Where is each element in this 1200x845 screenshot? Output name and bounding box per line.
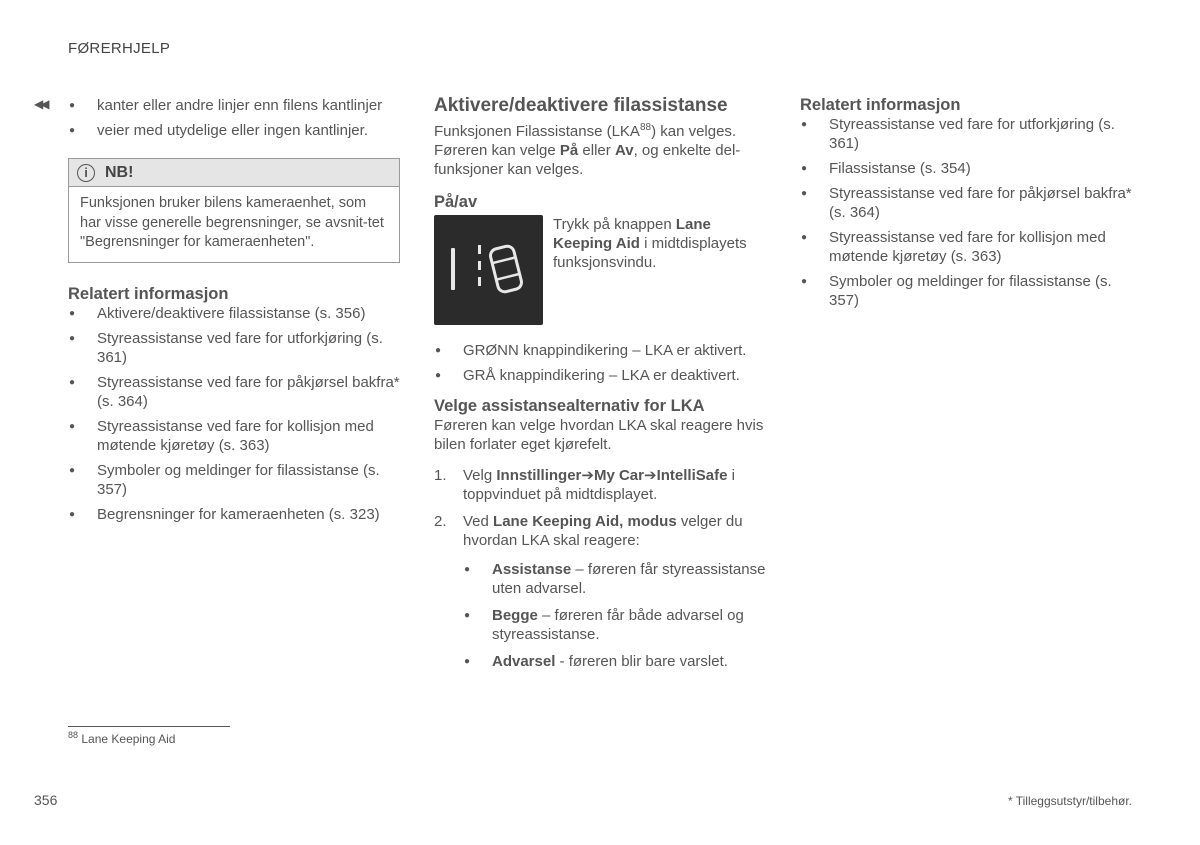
related-list: [68, 304, 400, 524]
option-off: Av: [614, 142, 634, 159]
related-heading: Relatert informasjon: [68, 284, 229, 303]
section-title: Aktivere/deaktivere filassistanse: [434, 95, 728, 116]
related-link[interactable]: ● Symboler og meldinger for filassistanse (s. 357): [68, 461, 400, 499]
intro-text: ) kan velges. Føreren kan velge: [434, 123, 737, 159]
list-item: ● veier med utydelige eller ingen kantlinjer.: [68, 121, 400, 140]
lane-keeping-aid-icon: [434, 215, 543, 325]
related-link[interactable]: ● Styreassistanse ved fare for utforkjøring (s. 361): [800, 115, 1140, 153]
mode-item: [463, 606, 766, 644]
related-link[interactable]: ● Filassistanse (s. 354): [800, 159, 1140, 178]
mode-name: Advarsel: [492, 653, 556, 670]
onoff-heading: På/av: [434, 193, 478, 211]
note-text: Funksjonen bruker bilens kameraenhet, som har visse generelle begrensninger, se avsnit-tet "Begrensninger for kameraenheten".: [80, 195, 384, 250]
note-header: [69, 159, 399, 187]
column-middle: [434, 96, 766, 679]
mode-item: [463, 560, 766, 598]
related-link[interactable]: ● Styreassistanse ved fare for påkjørsel bakfra* (s. 364): [68, 373, 400, 411]
press-text: Trykk på knappen: [553, 216, 676, 233]
mode-item: [463, 652, 766, 671]
state-list: [434, 341, 766, 385]
mode-list: [463, 560, 766, 671]
intro-text: Funksjonen Filassistanse (LKA: [434, 123, 640, 140]
step-text: velger du hvordan LKA skal reagere:: [463, 513, 743, 549]
intro-paragraph: [434, 122, 766, 179]
related-list: [800, 115, 1140, 310]
footnote-divider: [68, 726, 230, 727]
options-intro: Føreren kan velge hvordan LKA skal reagere hvis bilen forlater eget kjørefelt.: [434, 417, 764, 453]
related-link[interactable]: ● Aktivere/deaktivere filassistanse (s. 356): [68, 304, 400, 323]
intro-text: , og enkelte del-funksjoner kan velges.: [434, 142, 741, 178]
page-number: 356: [34, 792, 58, 808]
related-link[interactable]: ● Styreassistanse ved fare for kollisjon med møtende kjøretøy (s. 363): [68, 417, 400, 455]
related-link[interactable]: ● Styreassistanse ved fare for påkjørsel bakfra* (s. 364): [800, 184, 1140, 222]
step-text: i toppvinduet på midtdisplayet.: [463, 467, 735, 503]
arrow-right-icon: ➔: [581, 467, 594, 484]
menu-intellisafe: IntelliSafe: [656, 467, 728, 484]
menu-my-car: My Car: [593, 467, 644, 484]
list-item: ● GRÅ knappindikering – LKA er deaktivert.: [434, 366, 766, 385]
button-illustration-row: [434, 215, 766, 325]
footnote-number: 88: [68, 730, 79, 740]
option-on: På: [559, 142, 579, 159]
steps-list: [434, 466, 766, 671]
step-2: [434, 512, 766, 671]
mode-text: - føreren blir bare varslet.: [555, 653, 728, 670]
continue-marker-icon: ◀◀: [34, 97, 47, 111]
list-item: ● GRØNN knappindikering – LKA er aktivert.: [434, 341, 766, 360]
options-heading: Velge assistansealternativ for LKA: [434, 397, 705, 415]
column-left: [68, 96, 400, 530]
related-link[interactable]: ● Symboler og meldinger for filassistanse (s. 357): [800, 272, 1140, 310]
step-number: 1.: [434, 467, 447, 484]
accessory-note: * Tilleggsutstyr/tilbehør.: [1007, 794, 1132, 808]
arrow-right-icon: ➔: [644, 467, 657, 484]
related-heading: Relatert informasjon: [800, 96, 961, 114]
mode-name: Begge: [492, 607, 538, 624]
step-text: Velg: [463, 467, 497, 484]
mode-name: Assistanse: [492, 561, 572, 578]
step-text: Ved: [463, 513, 494, 530]
info-icon: i: [77, 164, 95, 182]
list-item: ● kanter eller andre linjer enn filens kantlinjer: [68, 96, 400, 115]
column-right: [800, 96, 1140, 316]
intro-text: eller: [578, 142, 615, 159]
related-link[interactable]: ● Styreassistanse ved fare for kollisjon med møtende kjøretøy (s. 363): [800, 228, 1140, 266]
button-name: Lane Keeping Aid: [553, 216, 711, 252]
mode-text: – føreren får både advarsel og styreassistanse.: [492, 607, 744, 643]
note-title: NB!: [105, 164, 134, 181]
note-box: [68, 158, 400, 263]
lane-keeping-aid-button-graphic: [434, 215, 543, 325]
mode-text: – føreren får styreassistanse uten advarsel.: [492, 561, 766, 597]
footnote-ref[interactable]: 88: [639, 122, 652, 133]
press-text: i midtdisplayets funksjonsvindu.: [553, 235, 747, 271]
step-number: 2.: [434, 513, 447, 530]
footnote-text: Lane Keeping Aid: [81, 732, 176, 746]
related-link[interactable]: ● Styreassistanse ved fare for utforkjøring (s. 361): [68, 329, 400, 367]
press-instruction: [553, 215, 766, 325]
step-1: [434, 466, 766, 504]
menu-settings: Innstillinger: [496, 467, 582, 484]
intro-list: [68, 96, 400, 140]
section-header: FØRERHJELP: [68, 40, 171, 57]
related-link[interactable]: ● Begrensninger for kameraenheten (s. 323): [68, 505, 400, 524]
setting-name: Lane Keeping Aid, modus: [493, 513, 677, 530]
footnote: [68, 732, 175, 746]
